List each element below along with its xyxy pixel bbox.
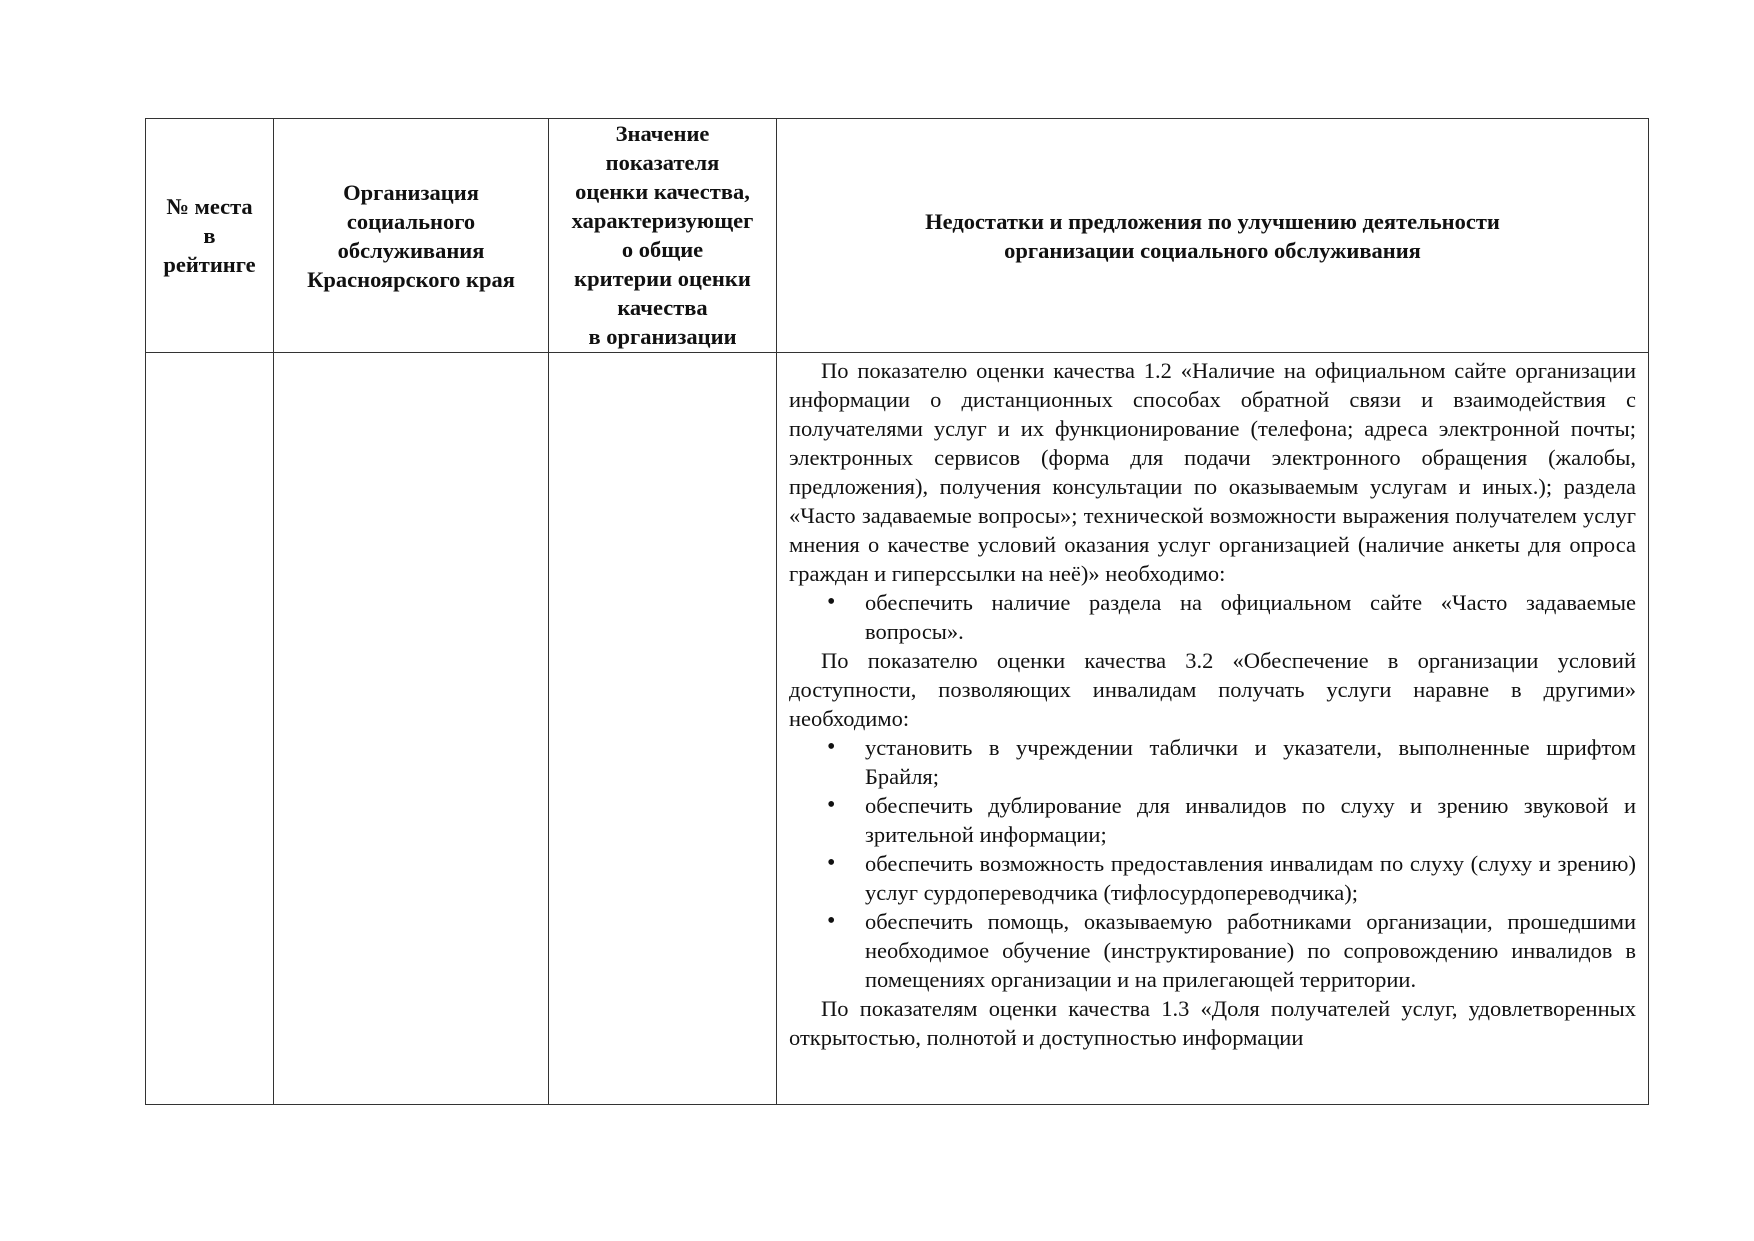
- cell-place: [146, 353, 274, 1105]
- remarks-bullet-item: • установить в учреждении таблички и указатели, выполненные шрифтом Брайля;: [865, 733, 1636, 791]
- header-organization: [274, 119, 549, 353]
- remarks-paragraph: По показателю оценки качества 3.2 «Обеспечение в организации условий доступности, позволяющих инвалидам получать услуги наравне в другими» необходимо:: [789, 648, 1636, 731]
- header-value: [549, 119, 777, 353]
- remarks-bullet-list: [789, 733, 1636, 994]
- header-organization-text: Организация социального обслуживания Красноярского края: [307, 179, 515, 292]
- header-value-text: Значение показателя оценки качества, характеризующег о общие критерии оценки качества в организации: [571, 121, 754, 349]
- remarks-bullet-list: [789, 588, 1636, 646]
- remarks-bullet-item: • обеспечить возможность предоставления инвалидам по слуху (слуху и зрению) услуг сурдопереводчика (тифлосурдопереводчика);: [865, 849, 1636, 907]
- cell-organization: [274, 353, 549, 1105]
- remarks-paragraph: По показателю оценки качества 1.2 «Наличие на официальном сайте организации информации о дистанционных способах обратной связи и взаимодействия с получателями услуг и их функционирование (телефона; адреса электронной почты; электронных сервисов (форма для подачи электронного обращения (жалобы, предложения), получения консультации по оказываемым услугам и иных.); раздела «Часто задаваемые вопросы»; технической возможности выражения получателем услуг мнения о качестве условий оказания услуг организацией (наличие анкеты для опроса граждан и гиперссылки на неё)» необходимо:: [789, 358, 1636, 586]
- table-header-row: [146, 119, 1649, 353]
- remarks-bullet-item: • обеспечить дублирование для инвалидов по слуху и зрению звуковой и зрительной информации;: [865, 791, 1636, 849]
- header-remarks-text: Недостатки и предложения по улучшению деятельности организации социального обслуживания: [925, 208, 1500, 263]
- remarks-paragraph: По показателям оценки качества 1.3 «Доля получателей услуг, удовлетворенных открытостью, полнотой и доступностью информации: [789, 996, 1636, 1050]
- header-remarks: [777, 119, 1649, 353]
- remarks-bullet-item: • обеспечить помощь, оказываемую работниками организации, прошедшими необходимое обучение (инструктирование) по сопровождению инвалидов в помещениях организации и на прилегающей территории.: [865, 907, 1636, 994]
- ratings-table: [145, 118, 1649, 1105]
- remarks-bullet-item: • обеспечить наличие раздела на официальном сайте «Часто задаваемые вопросы».: [865, 588, 1636, 646]
- header-place-text: № места в рейтинге: [163, 194, 256, 277]
- header-place: [146, 119, 274, 353]
- cell-remarks: [777, 353, 1649, 1105]
- cell-value: [549, 353, 777, 1105]
- table-row: [146, 353, 1649, 1105]
